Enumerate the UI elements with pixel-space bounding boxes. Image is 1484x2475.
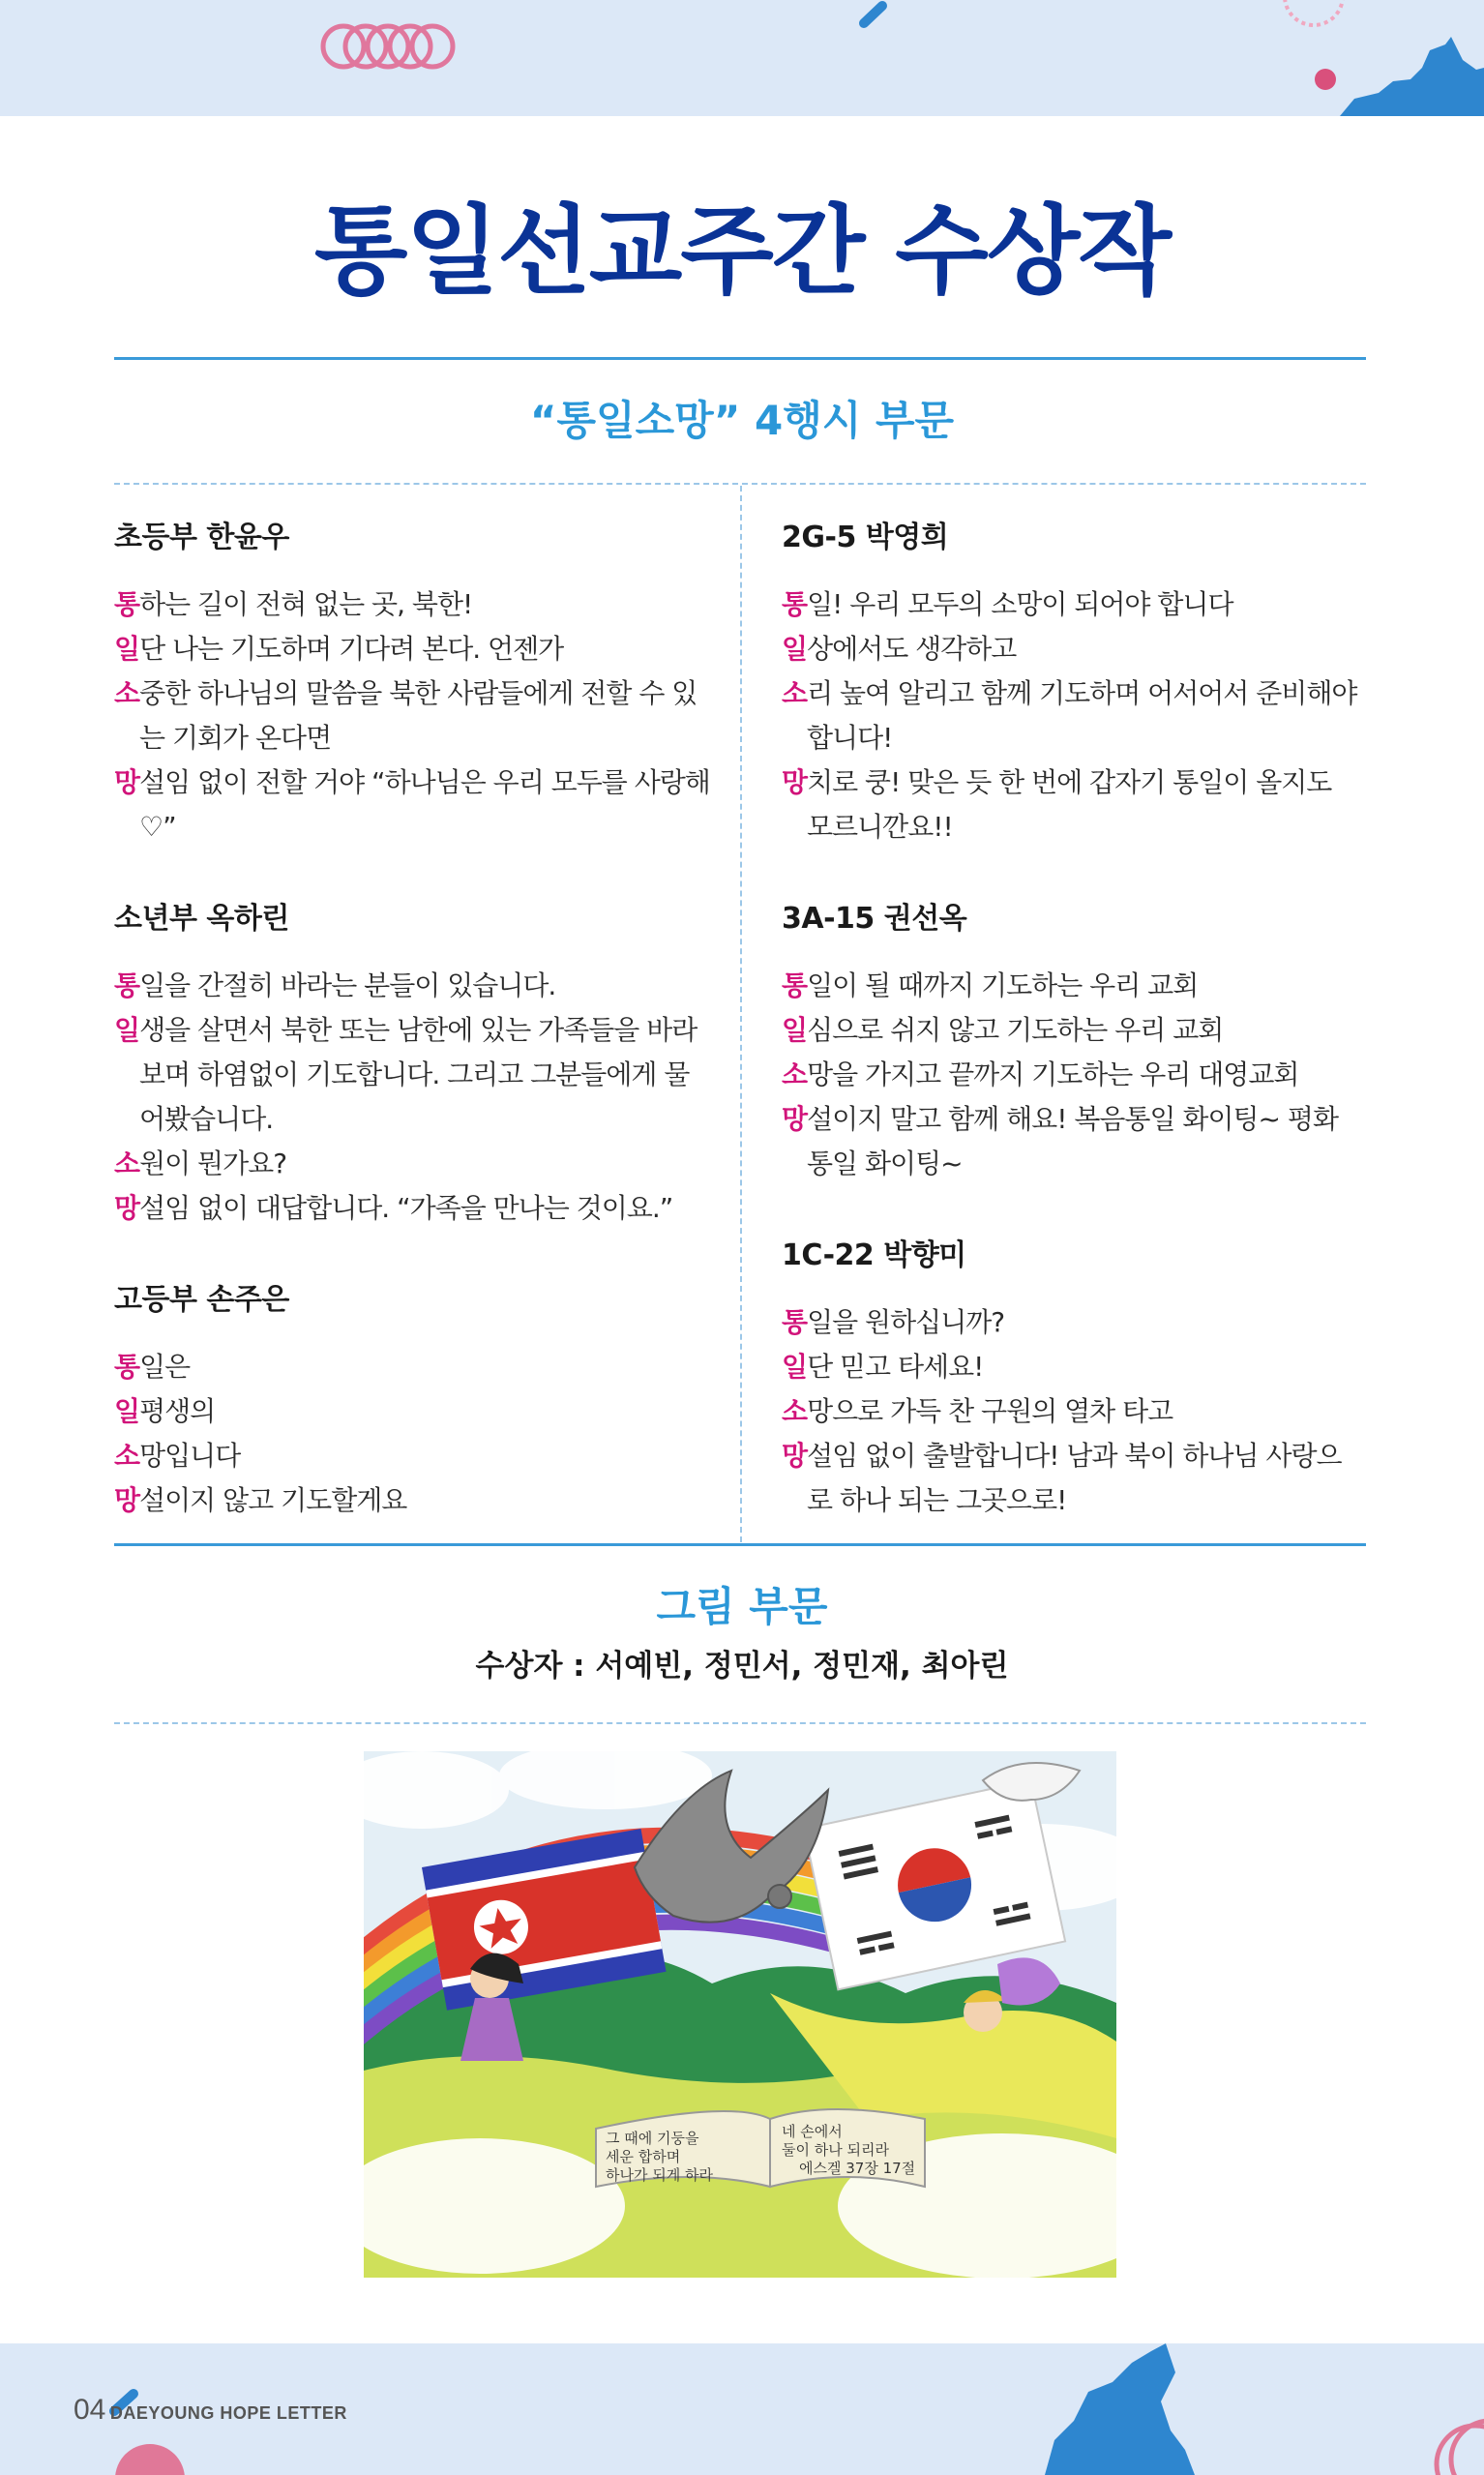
poem-line: 일단 나는 기도하며 기다려 본다. 언젠가 <box>114 633 564 665</box>
poem-line: 망설이지 말고 함께 해요! 복음통일 화이팅~ 평화통일 화이팅~ <box>782 1103 1339 1179</box>
korea-map-icon <box>1045 2343 1195 2475</box>
winning-drawing <box>364 1751 1116 2278</box>
poem-entry <box>782 1237 1362 1523</box>
footer-label: DAEYOUNG HOPE LETTER <box>109 2403 347 2423</box>
entry-author: 소년부 옥하린 <box>114 902 289 936</box>
poem-entry <box>114 519 714 850</box>
poem-line: 통일은 <box>114 1351 191 1383</box>
page-title: 통일선교주간 수상작 <box>313 194 1171 308</box>
poem-line: 망설임 없이 출발합니다! 남과 북이 하나님 사랑으로 하나 되는 그곳으로! <box>782 1440 1342 1516</box>
poem-line: 일단 믿고 타세요! <box>782 1351 984 1383</box>
rings-decoration <box>323 26 453 67</box>
entry-author: 3A-15 권선옥 <box>782 902 967 936</box>
column-divider <box>740 486 742 1542</box>
poem-line: 통하는 길이 전혀 없는 곳, 북한! <box>114 588 473 620</box>
dash-decoration <box>864 6 882 23</box>
header-band <box>0 0 1484 116</box>
poem-entry <box>114 900 714 1231</box>
poem-line: 일생을 살면서 북한 또는 남한에 있는 가족들을 바라 보며 하염없이 기도합니다. 그리고 그분들에게 물어봤습니다. <box>114 1014 697 1135</box>
divider <box>114 1722 1366 1724</box>
poem-entry <box>782 519 1362 850</box>
poem-line: 일심으로 쉬지 않고 기도하는 우리 교회 <box>782 1014 1224 1046</box>
entry-author: 초등부 한윤우 <box>114 521 289 554</box>
poem-line: 소망을 가지고 끝까지 기도하는 우리 대영교회 <box>782 1059 1299 1090</box>
poem-line: 일평생의 <box>114 1395 216 1427</box>
poem-line: 소리 높여 알리고 함께 기도하며 어서어서 준비해야 합니다! <box>782 677 1357 754</box>
footer-band <box>0 2343 1484 2475</box>
poem-section-heading: “통일소망” 4행시 부문 <box>529 397 955 444</box>
poem-line: 일상에서도 생각하고 <box>782 633 1017 665</box>
poem-line: 소중한 하나님의 말씀을 북한 사람들에게 전할 수 있는 기회가 온다면 <box>114 677 697 754</box>
circle-decoration <box>115 2444 185 2475</box>
poem-line: 망설임 없이 전할 거야 “하나님은 우리 모두를 사랑해♡” <box>114 766 710 843</box>
poem-line: 통일을 원하십니까? <box>782 1306 1005 1338</box>
book-text-left: 하나가 되게 하라 <box>606 2166 713 2184</box>
poem-line: 망설이지 않고 기도할게요 <box>114 1484 407 1516</box>
entry-author: 1C-22 박향미 <box>782 1238 966 1272</box>
poem-line: 통일을 간절히 바라는 분들이 있습니다. <box>114 969 556 1001</box>
poem-line: 망설임 없이 대답합니다. “가족을 만나는 것이요.” <box>114 1192 673 1224</box>
korea-map-icon <box>1340 37 1484 116</box>
poem-line: 소망으로 가득 찬 구원의 열차 타고 <box>782 1395 1173 1427</box>
page-number: 04 <box>74 2394 106 2426</box>
footer <box>74 2394 347 2427</box>
drawing-section-heading: 그림 부문 <box>656 1583 828 1630</box>
poem-line: 통일! 우리 모두의 소망이 되어야 합니다 <box>782 588 1233 620</box>
entry-author: 고등부 손주은 <box>114 1283 289 1317</box>
poem-line: 소원이 뭔가요? <box>114 1148 287 1179</box>
poem-line: 통일이 될 때까지 기도하는 우리 교회 <box>782 969 1199 1001</box>
hatched-circle-decoration <box>1285 0 1343 25</box>
book-text-right: 둘이 하나 되리라 <box>782 2141 889 2159</box>
entry-author: 2G-5 박영희 <box>782 521 949 554</box>
drawing-winners: 수상자 : 서예빈, 정민서, 정민재, 최아린 <box>475 1649 1009 1684</box>
book-text-right: 에스겔 37장 17절 <box>799 2160 916 2177</box>
book-text-right: 네 손에서 <box>782 2123 843 2140</box>
divider <box>114 483 1366 485</box>
book-text-left: 그 때에 기둥을 <box>606 2130 699 2147</box>
divider <box>114 357 1366 360</box>
poem-entry <box>782 900 1362 1186</box>
book-text-left: 세운 합하며 <box>606 2148 681 2165</box>
divider <box>114 1543 1366 1546</box>
poem-line: 망치로 쿵! 맞은 듯 한 번에 갑자기 통일이 올지도 모르니깐요!! <box>782 766 1332 843</box>
poem-column-left <box>114 519 714 1573</box>
poem-entry <box>114 1281 714 1523</box>
header-decoration <box>0 0 1484 116</box>
poem-line: 소망입니다 <box>114 1440 241 1472</box>
drawing-art <box>364 1751 1116 2278</box>
dot-decoration <box>1315 69 1336 90</box>
poem-column-right <box>782 519 1362 1573</box>
